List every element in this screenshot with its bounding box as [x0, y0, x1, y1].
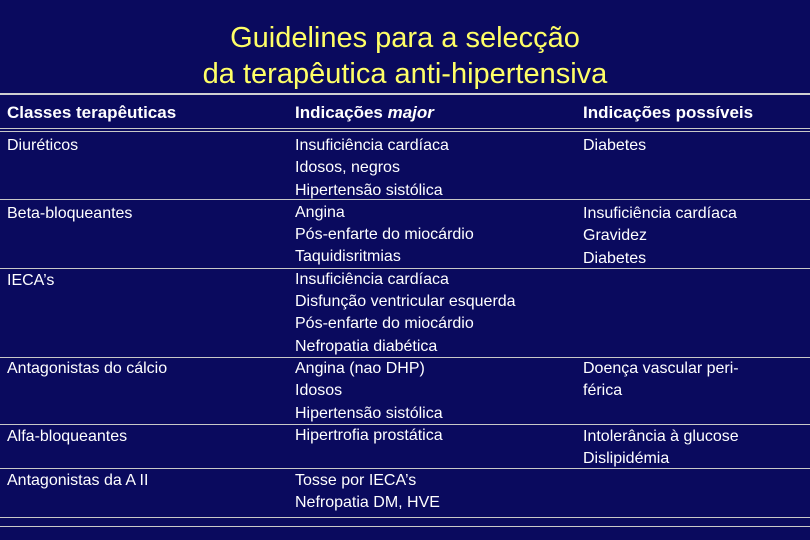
slide-title — [0, 20, 810, 92]
class-cell: Antagonistas do cálcio — [7, 360, 168, 377]
class-cell: Diuréticos — [7, 137, 79, 154]
class-cell: IECA’s — [7, 272, 55, 289]
possible-indications-cell: Intolerância à glucose Dislipidémia — [583, 428, 739, 468]
header-major-prefix: Indicações — [295, 103, 388, 122]
header-classes: Classes terapêuticas — [7, 103, 177, 122]
major-indications-block: Tosse por IECA’s Nefropatia DM, HVE — [295, 472, 440, 512]
class-cell: Alfa-bloqueantes — [7, 428, 128, 445]
header-rule-1 — [0, 128, 810, 129]
table-top-rule — [0, 93, 810, 95]
title-line-1: Guidelines para a selecção — [230, 22, 580, 54]
header-indicacoes-major — [295, 102, 434, 124]
class-cell: Antagonistas da A II — [7, 472, 149, 489]
class-cell: Beta-bloqueantes — [7, 205, 133, 222]
table-bottom-rule-1 — [0, 517, 810, 518]
header-indicacoes-possiveis: Indicações possíveis — [583, 103, 754, 122]
header-major-emphasis: major — [387, 103, 434, 122]
header-rule-2 — [0, 131, 810, 132]
possible-indications-cell: Diabetes — [583, 137, 647, 154]
possible-indications-cell: Doença vascular peri- férica — [583, 360, 739, 400]
title-line-2: da terapêutica anti-hipertensiva — [202, 58, 608, 90]
possible-indications-cell: Insuficiência cardíaca Gravidez Diabetes — [583, 205, 737, 267]
table-bottom-rule-2 — [0, 526, 810, 527]
major-indications-block: Insuficiência cardíaca Idosos, negros Hipertensão sistólica Angina Pós-enfarte do miocárdio Taquidisritmias Insuficiência cardíaca Disfunção ventricular esquerda Pós-enfarte do miocárdio Nefropatia diabética Angina (nao DHP) Idosos Hipertensão sistólica Hipertrofia prostática — [295, 137, 516, 444]
